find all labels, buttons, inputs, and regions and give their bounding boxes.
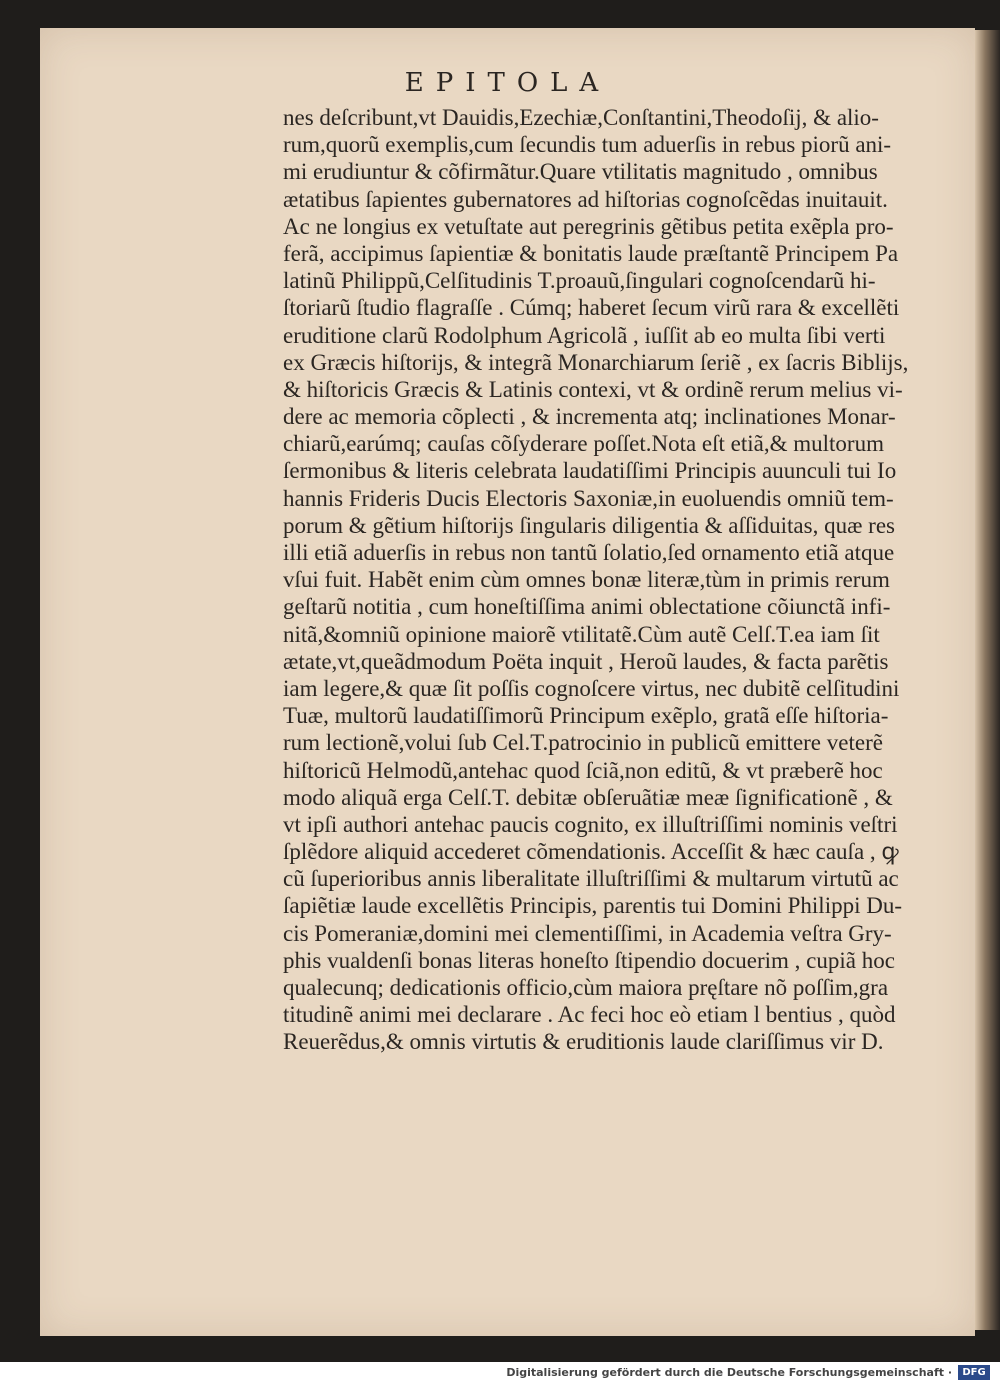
page-edge bbox=[975, 30, 1000, 1330]
body-text bbox=[283, 104, 983, 1056]
text-line: porum & gẽtium hiſtorijs ſingularis diligentia & aſſiduitas, quæ res bbox=[283, 512, 895, 538]
footer-credit: Digitalisierung gefördert durch die Deutsche Forschungsgemeinschaft · bbox=[506, 1366, 952, 1379]
text-line: hiſtoricũ Helmodũ,antehac quod ſciã,non editũ, & vt præberẽ hoc bbox=[283, 757, 883, 783]
text-line: vt ipſi authori antehac paucis cognito, ex illuſtriſſimi nominis veſtri bbox=[283, 811, 898, 837]
text-line: phis vualdenſi bonas literas honeſto ſtipendio docuerim , cupiã hoc bbox=[283, 947, 895, 973]
text-line: hannis Frideris Ducis Electoris Saxoniæ,in euoluendis omniũ tem- bbox=[283, 485, 894, 511]
text-line: illi etiã aduerſis in rebus non tantũ ſolatio,ſed ornamento etiã atque bbox=[283, 540, 895, 565]
text-line: nes deſcribunt,vt Dauidis,Ezechiæ,Conſtantini,Theodoſij, & alio- bbox=[283, 105, 879, 130]
text-line: ſplẽdore aliquid accederet cõmendationis. Acceſſit & hæc cauſa , ꝙ bbox=[283, 839, 899, 865]
text-line: latinũ Philippũ,Celſitudinis T.proauũ,ſingulari cognoſcendarũ hi- bbox=[283, 268, 876, 294]
text-line: titudinẽ animi mei declarare . Ac feci hoc eò etiam l bentius , quòd bbox=[283, 1002, 896, 1028]
text-line: ferã, accipimus ſapientiæ & bonitatis laude præſtantẽ Principem Pa bbox=[283, 240, 899, 266]
text-line: iam legere,& quæ ſit poſſis cognoſcere virtus, nec dubitẽ celſitudini bbox=[283, 675, 900, 701]
text-line: ex Græcis hiſtorijs, & integrã Monarchiarum ſeriẽ , ex ſacris Biblijs, bbox=[283, 349, 909, 375]
text-line: rum lectionẽ,volui ſub Cel.T.patrocinio in publicũ emittere veterẽ bbox=[283, 730, 883, 756]
text-line: ſapiẽtiæ laude excellẽtis Principis, parentis tui Domini Philippi Du- bbox=[283, 893, 902, 919]
text-line: ſtoriarũ ſtudio flagraſſe . Cúmq; haberet ſecum virũ rara & excellẽti bbox=[283, 295, 900, 321]
text-line: Tuæ, multorũ laudatiſſimorũ Principum exẽplo, gratã eſſe hiſtoria- bbox=[283, 703, 889, 729]
text-line: modo aliquã erga Celſ.T. debitæ obſeruãtiæ meæ ſignificationẽ , & bbox=[283, 784, 893, 810]
footer-bar bbox=[0, 1362, 1000, 1384]
text-line: eruditione clarũ Rodolphum Agricolã , iuſſit ab eo multa ſibi verti bbox=[283, 322, 886, 348]
text-line: rum,quorũ exemplis,cum ſecundis tum aduerſis in rebus piorũ ani- bbox=[283, 132, 892, 158]
page-heading: EPITOLA bbox=[404, 68, 611, 98]
text-line: & hiſtoricis Græcis & Latinis contexi, vt & ordinẽ rerum melius vi- bbox=[283, 376, 903, 402]
text-line: ætatibus ſapientes gubernatores ad hiſtorias cognoſcẽdas inuitauit. bbox=[283, 186, 888, 212]
text-line: geſtarũ notitia , cum honeſtiſſima animi oblectatione cõiunctã infi- bbox=[283, 594, 891, 620]
text-line: Reuerẽdus,& omnis virtutis & eruditionis laude clariſſimus vir D. bbox=[283, 1029, 884, 1055]
text-line: vſui fuit. Habẽt enim cùm omnes bonæ literæ,tùm in primis rerum bbox=[283, 567, 890, 593]
text-line: chiarũ,earúmq; cauſas cõſyderare poſſet.Nota eſt etiã,& multorum bbox=[283, 431, 884, 457]
text-line: dere ac memoria cõplecti , & incrementa atq; inclinationes Monar- bbox=[283, 404, 896, 430]
text-line: Ac ne longius ex vetuſtate aut peregrinis gẽtibus petita exẽpla pro- bbox=[283, 213, 894, 239]
dfg-logo: DFG bbox=[958, 1365, 990, 1380]
text-line: cũ ſuperioribus annis liberalitate illuſtriſſimi & multarum virtutũ ac bbox=[283, 866, 899, 892]
book-page bbox=[40, 28, 975, 1336]
text-line: mi erudiuntur & cõfirmãtur.Quare vtilitatis magnitudo , omnibus bbox=[283, 159, 878, 185]
text-line: cis Pomeraniæ,domini mei clementiſſimi, in Academia veſtra Gry- bbox=[283, 920, 892, 946]
text-line: ſermonibus & literis celebrata laudatiſſimi Principis auunculi tui Io bbox=[283, 458, 897, 484]
text-line: qualecunq; dedicationis officio,cùm maiora pręſtare nõ poſſim,gra bbox=[283, 975, 889, 1000]
text-line: nitã,&omniũ opinione maiorẽ vtilitatẽ.Cùm autẽ Celſ.T.ea iam ſit bbox=[283, 621, 880, 647]
text-line: ætate,vt,queãdmodum Poëta inquit , Heroũ laudes, & facta parẽtis bbox=[283, 648, 889, 674]
